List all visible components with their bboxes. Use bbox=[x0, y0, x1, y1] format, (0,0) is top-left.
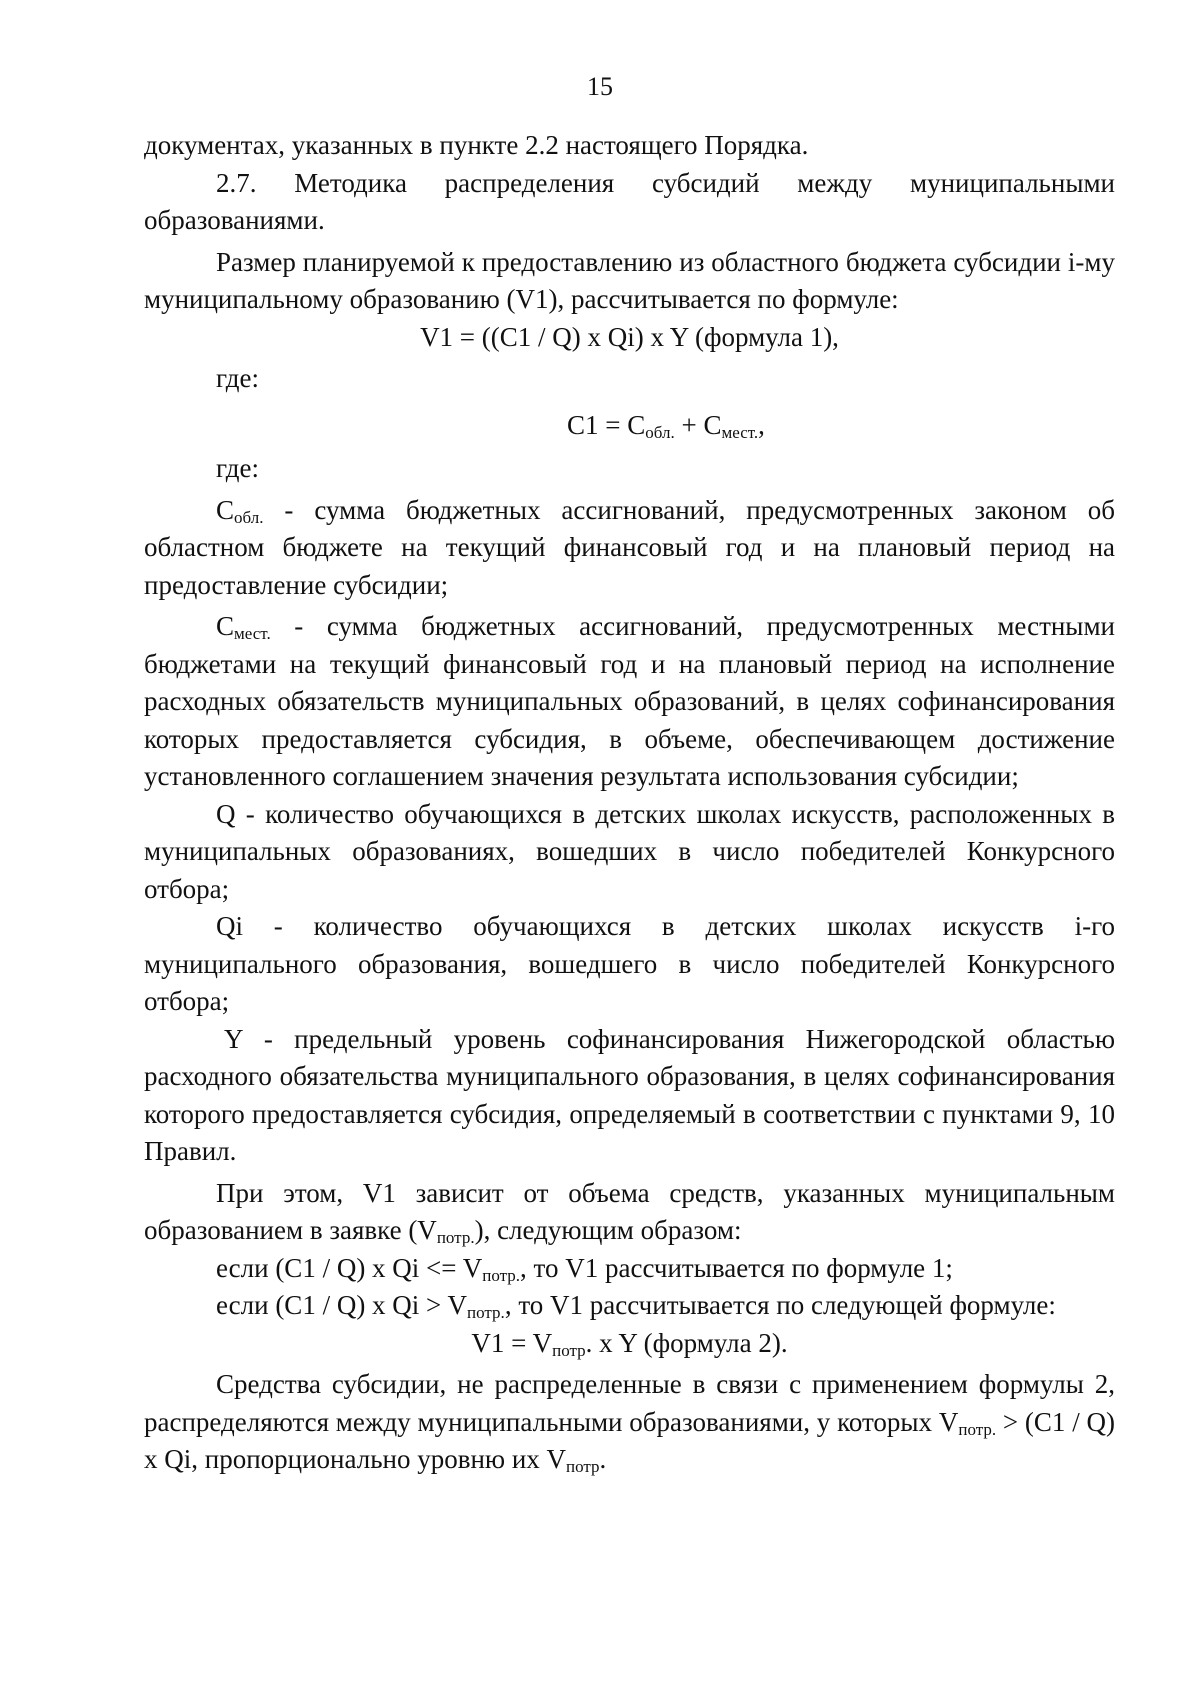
paragraph-continuation: документах, указанных в пункте 2.2 настоящего Порядка. bbox=[144, 130, 809, 160]
formula-1: V1 = ((C1 / Q) x Qi) x Y (формула 1), bbox=[420, 321, 839, 352]
definition-c-obl: $C_{обл.}$ - сумма бюджетных ассигнований, предусмотренных законом об областном бюджете на текущий финансовый год и на плановый период на предоставление субсидии; bbox=[144, 494, 1115, 600]
paragraph-final: Средства субсидии, не распределенные в связи с применением формулы 2, распределяются между муниципальными образованиями, у которых $V_{потр.} > (C1 / Q)$ x Qi, пропорционально уровню их $V_{потр}$. bbox=[144, 1369, 1115, 1476]
document-body bbox=[144, 127, 1115, 1479]
condition-case-2: если (C1 / Q) x $Qi > V_{потр.}$, то V1 рассчитывается по следующей формуле: bbox=[216, 1290, 1056, 1322]
page-number: 15 bbox=[587, 72, 613, 101]
paragraph-dependence: При этом, V1 зависит от объема средств, указанных муниципальным образованием в заявке $(V_{потр.})$, следующим образом: bbox=[144, 1177, 1115, 1247]
definition-qi: Qi - количество обучающихся в детских школах искусств i-го муниципального образования, вошедшего в число победителей Конкурсного отбора; bbox=[144, 911, 1115, 1016]
definition-y: Y - предельный уровень софинансирования Нижегородской областью расходного обязательства муниципального образования, в целях софинансирования которого предоставляется субсидия, определяемый в соответствии с пунктами 9, 10 Правил. bbox=[144, 1023, 1115, 1166]
section-heading-2-7: 2.7. Методика распределения субсидий между муниципальными образованиями. bbox=[144, 167, 1115, 235]
formula-2: $V1 = V_{потр}$. x Y (формула 2). bbox=[471, 1327, 788, 1360]
condition-case-1: если (C1 / Q) x $Qi <= V_{потр.}$, то V1 рассчитывается по формуле 1; bbox=[216, 1252, 953, 1285]
where-label-2: где: bbox=[216, 453, 259, 483]
where-label-1: где: bbox=[216, 363, 259, 393]
definition-c-mest: $C_{мест.}$ - сумма бюджетных ассигнований, предусмотренных местными бюджетами на текущий финансовый год и на плановый период на исполнение расходных обязательств муниципальных образований, в целях софинансирования которых предоставляется субсидия, в объеме, обеспечивающем достижение установленного соглашением значения результата использования субсидии; bbox=[144, 611, 1115, 791]
definition-q: Q - количество обучающихся в детских школах искусств, расположенных в муниципальных образованиях, вошедших в число победителей Конкурсного отбора; bbox=[144, 798, 1115, 904]
paragraph-subsidy-size: Размер планируемой к предоставлению из областного бюджета субсидии i-му муниципальному образованию (V1), рассчитывается по формуле: bbox=[144, 246, 1115, 314]
formula-c1: $C1 = C_{обл.} + C_{мест.}$, bbox=[567, 409, 765, 442]
